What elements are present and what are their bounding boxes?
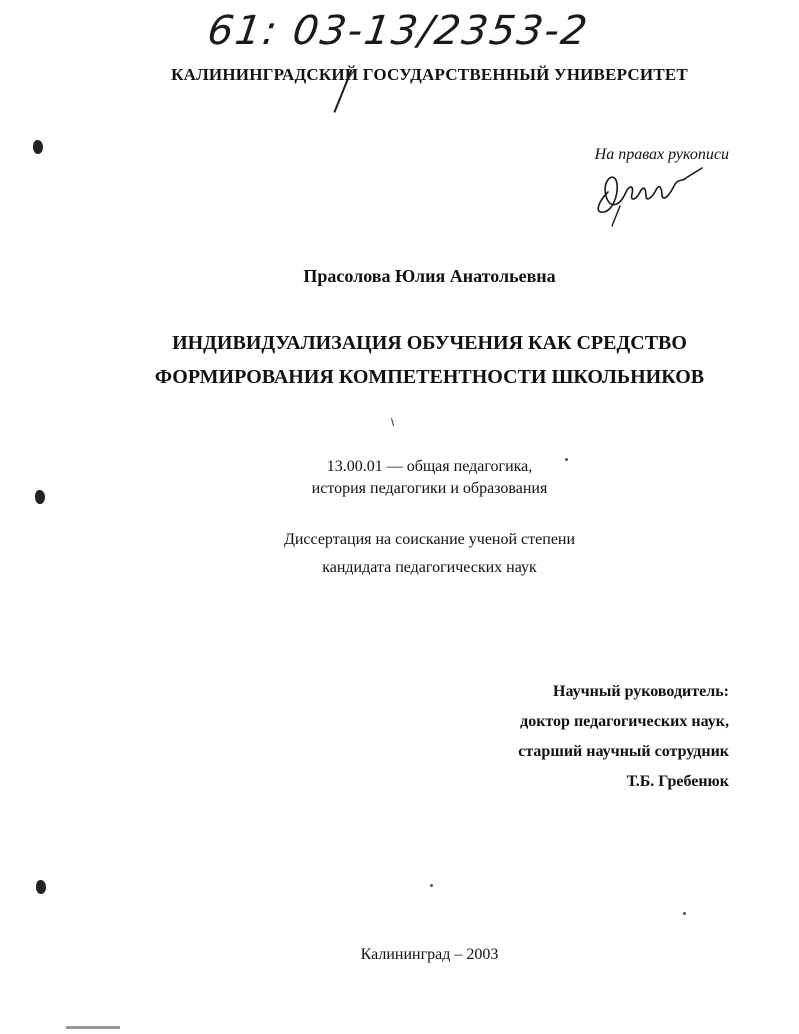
supervisor-line: Научный руководитель: [553,683,729,700]
supervisor-line: доктор педагогических наук, [520,713,729,730]
scan-speck [430,884,433,887]
scan-speck [565,458,568,461]
scientific-supervisor [518,677,729,797]
punch-hole-mark [35,490,45,504]
specialty-line: 13.00.01 — общая педагогика, [326,458,533,475]
specialty-code [0,456,799,500]
title-line: ФОРМИРОВАНИЯ КОМПЕТЕНТНОСТИ ШКОЛЬНИКОВ [154,366,705,388]
university-name: КАЛИНИНГРАДСКИЙ ГОСУДАРСТВЕННЫЙ УНИВЕРСИТЕТ [171,65,688,84]
degree-statement [0,526,799,582]
author-name: Прасолова Юлия Анатольевна [303,266,556,286]
scan-edge-artifact [66,1026,120,1029]
scan-speck [683,912,686,915]
supervisor-line: старший научный сотрудник [518,743,729,760]
scan-artifact [391,418,394,426]
degree-line: кандидата педагогических наук [322,559,537,576]
title-line: ИНДИВИДУАЛИЗАЦИЯ ОБУЧЕНИЯ КАК СРЕДСТВО [172,332,687,354]
dissertation-title [0,326,799,394]
archive-code-handwritten: 61: 03-13/2353-2 [204,8,592,54]
supervisor-line: Т.Б. Гребенюк [626,773,729,790]
punch-hole-mark [33,140,43,154]
place-and-year: Калининград – 2003 [360,946,499,963]
punch-hole-mark [36,880,46,894]
manuscript-note: На правах рукописи [594,146,729,163]
specialty-line: история педагогики и образования [311,480,548,497]
author-signature [590,162,710,228]
degree-line: Диссертация на соискание ученой степени [283,531,576,548]
